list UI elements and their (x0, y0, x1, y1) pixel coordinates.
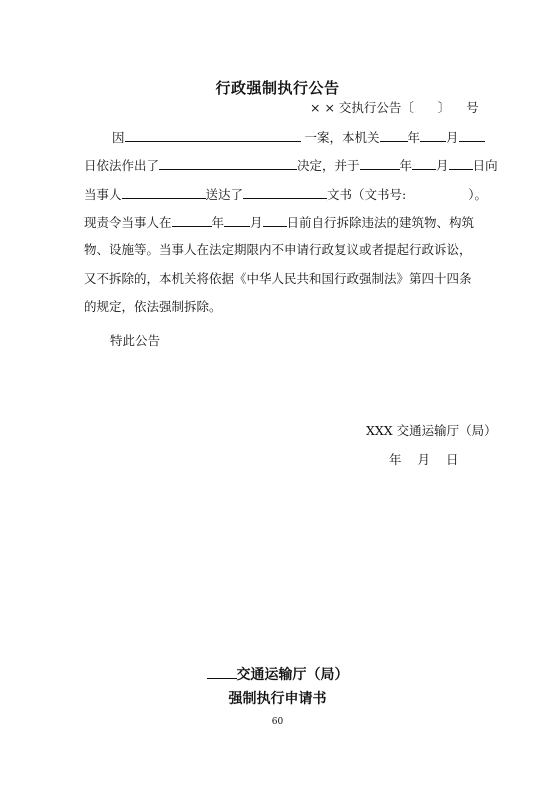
blank-field-year (360, 157, 400, 170)
paragraph-line-2 (84, 157, 498, 174)
text-fragment: 日依法作出了 (84, 158, 160, 173)
text-fragment: 现责令当事人在 (84, 215, 172, 230)
text-fragment: 决定，并于 (297, 158, 360, 173)
blank-field-day (459, 129, 485, 142)
text-fragment: 一案，本机关 (300, 130, 380, 145)
issuer-name: XXX 交通运输厅（局） (366, 423, 497, 438)
text-fragment: 年 (399, 158, 413, 173)
blank-field-case (125, 129, 301, 142)
text-fragment: 当事人 (84, 187, 122, 202)
text-fragment: 年 (211, 215, 225, 230)
text-fragment: 日前自行拆除违法的建筑物、构筑 (286, 215, 475, 230)
text-fragment: ）。 (468, 187, 488, 202)
blank-field-document (243, 186, 327, 199)
blank-field-month (412, 157, 436, 170)
text-fragment: 文书（文书号: (327, 187, 407, 202)
next-form-heading-text: 交通运输厅（局） (236, 667, 349, 683)
blank-field-day (263, 214, 287, 227)
blank-field-year (172, 214, 212, 227)
text-fragment: 月 (446, 130, 459, 145)
paragraph-line-5: 物、设施等。当事人在法定期限内不申请行政复议或者提起行政诉讼， (84, 242, 472, 257)
page-number: 60 (271, 717, 284, 727)
blank-field-month (420, 129, 446, 142)
next-form-heading-line-1 (0, 664, 555, 684)
text-fragment: 月 (436, 158, 449, 173)
blank-field-party (122, 186, 206, 199)
blank-field-agency (207, 665, 237, 679)
next-form-heading-line-2: 强制执行申请书 (228, 691, 327, 707)
paragraph-line-1 (112, 129, 485, 146)
text-fragment: 日向 (472, 158, 498, 173)
text-fragment: 月 (250, 215, 263, 230)
blank-field-year (380, 129, 408, 142)
blank-field-month (224, 214, 250, 227)
notice-title: 行政强制执行公告 (215, 79, 340, 97)
notice-doc-number: × × 交执行公告〔 〕 号 (310, 100, 479, 115)
paragraph-line-3 (84, 186, 487, 203)
paragraph-line-7: 的规定，依法强制拆除。 (84, 299, 222, 314)
blank-field-day (449, 157, 473, 170)
paragraph-line-6: 又不拆除的，本机关将依据《中华人民共和国行政强制法》第四十四条 (84, 271, 472, 286)
text-fragment: 因 (112, 130, 125, 145)
blank-field-decision (159, 157, 297, 170)
text-fragment: 送达了 (205, 187, 244, 202)
text-fragment: 年 (407, 130, 421, 145)
paragraph-line-4 (84, 214, 474, 231)
issue-date: 年 月 日 (389, 452, 459, 467)
notice-closing: 特此公告 (110, 333, 161, 348)
